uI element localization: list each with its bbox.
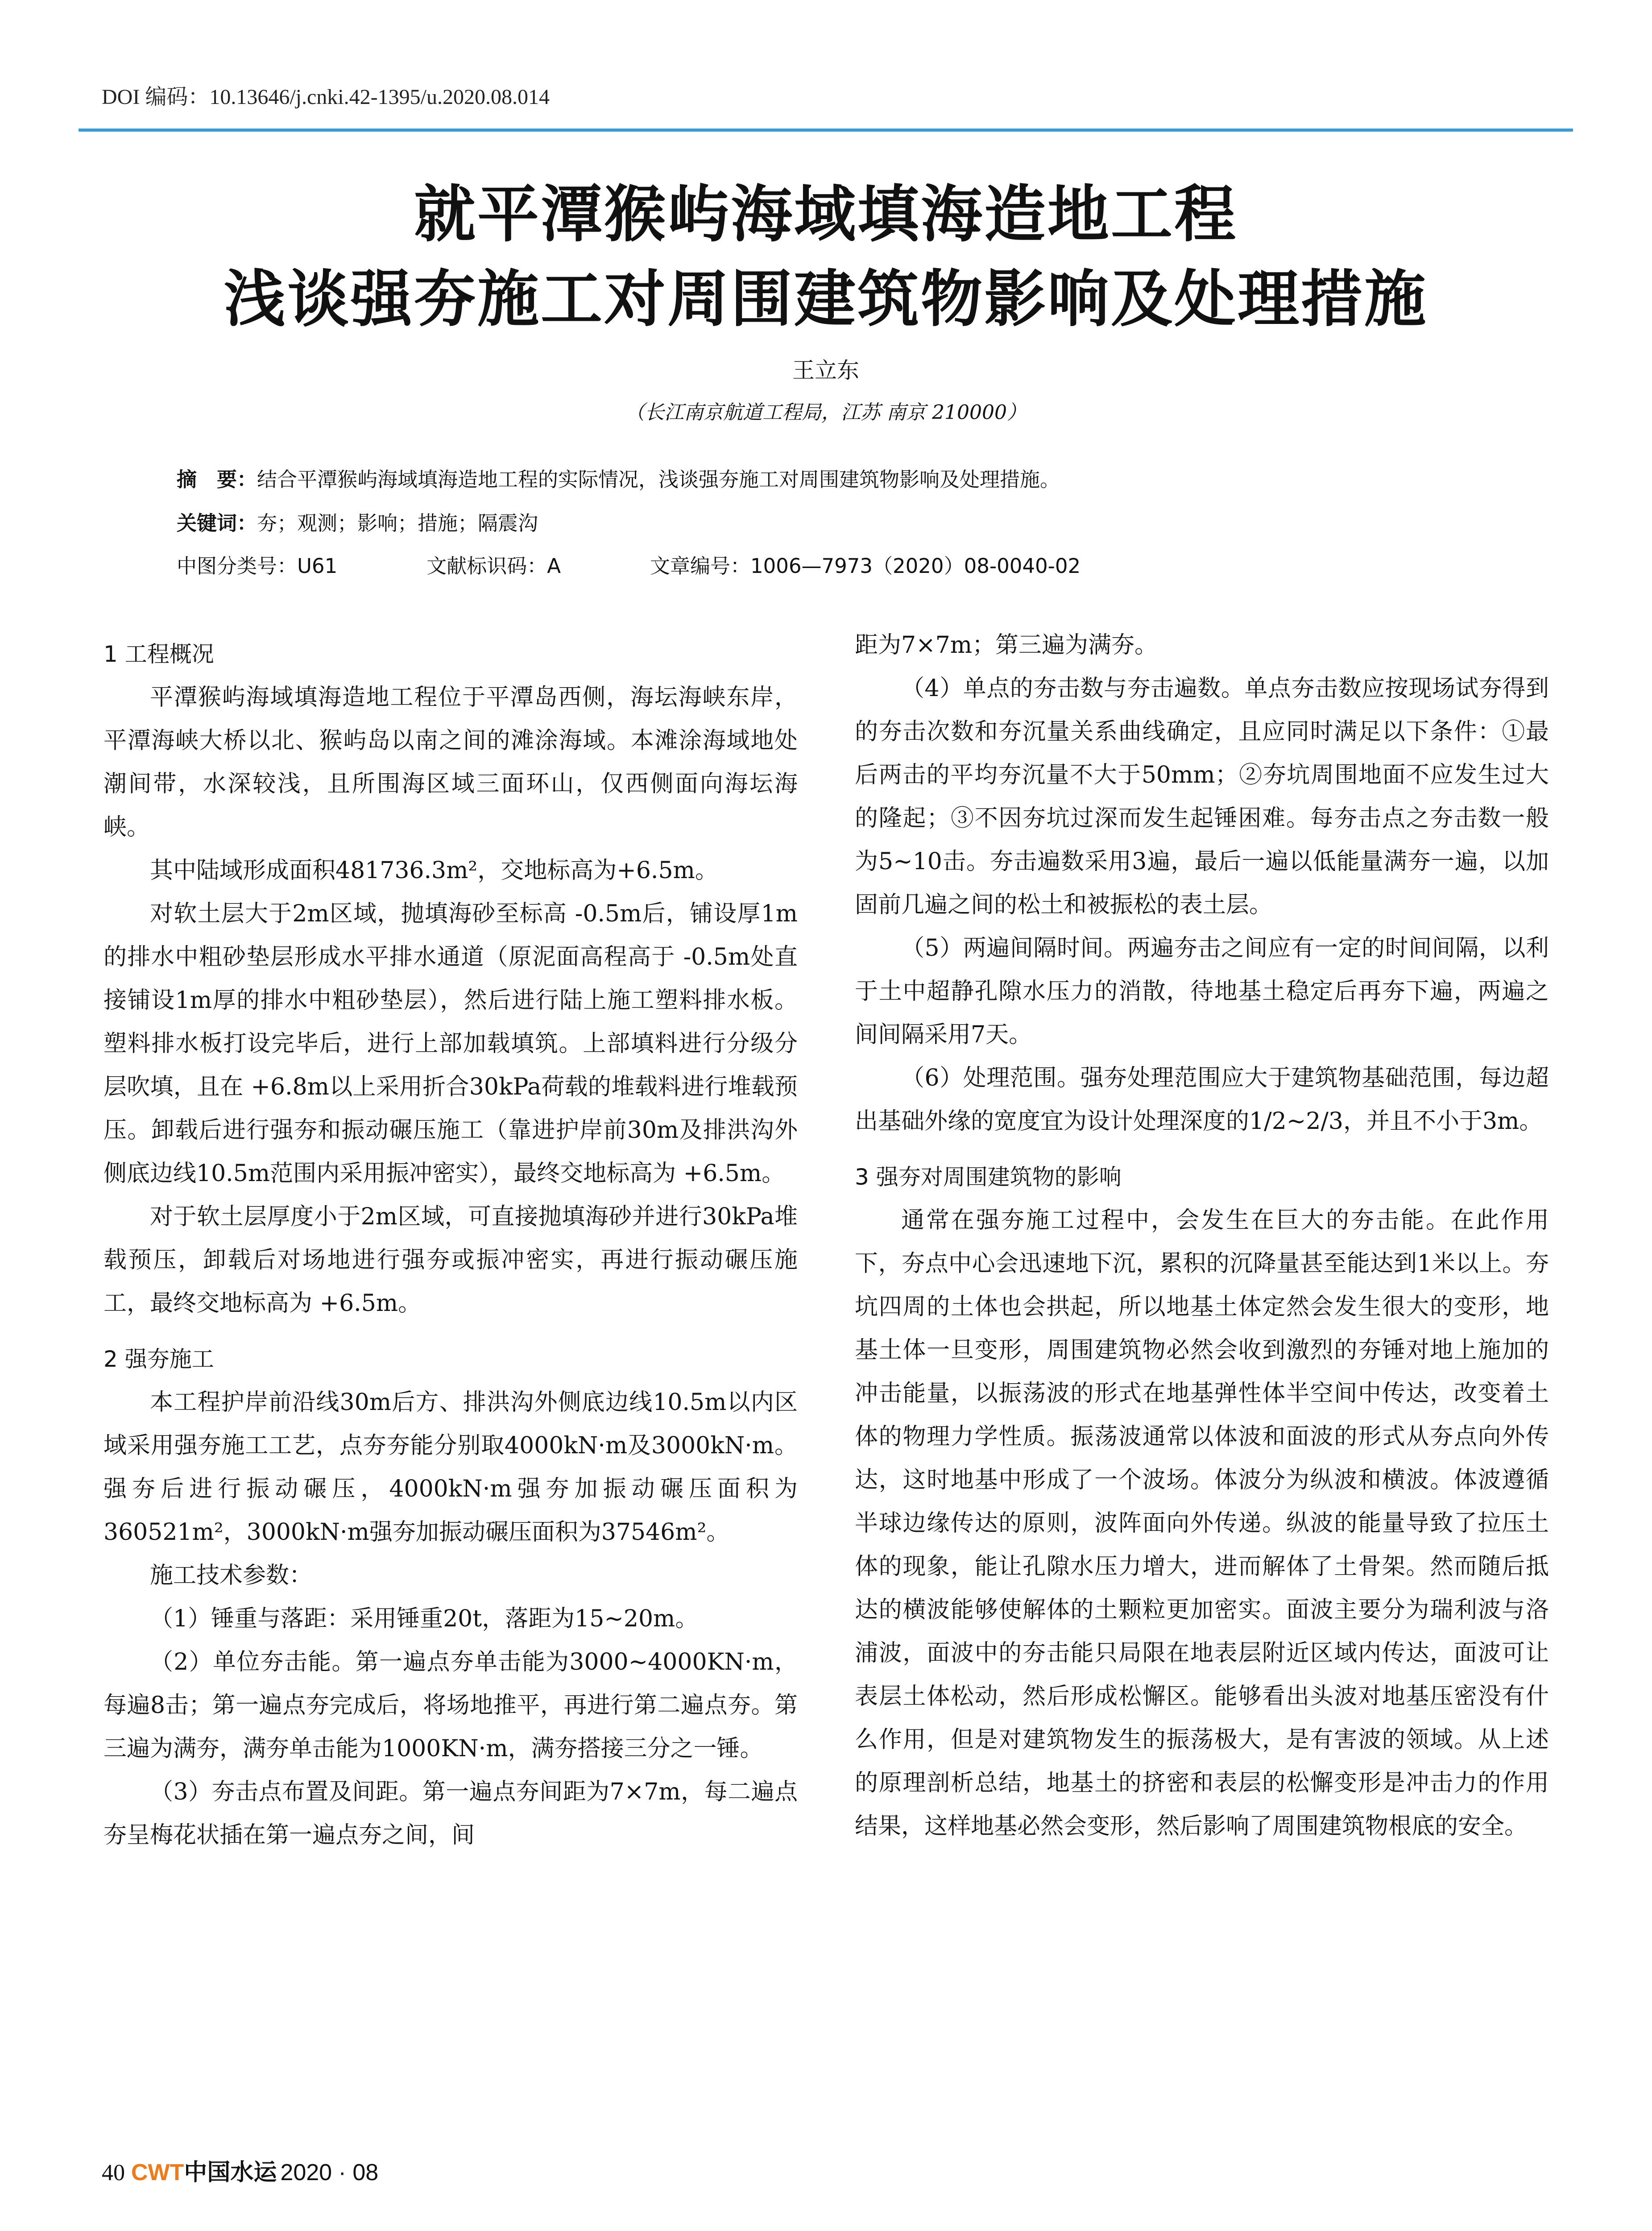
issue-date: 2020 · 08 (280, 2160, 379, 2185)
paragraph: 对软土层大于2m区域，抛填海砂至标高 -0.5m后，铺设厚1m的排水中粗砂垫层形成水平排水通道（原泥面高程高于 -0.5m处直接铺设1m厚的排水中粗砂垫层），然后进行陆上施工塑料排水板。塑料排水板打设完毕后，进行上部加载填筑。上部填料进行分级分层吹填，且在 +6.8m以上采用折合30kPa荷载的堆载料进行堆载预压。卸载后进行强夯和振动碾压施工（靠进护岸前30m及排洪沟外侧底边线10.5m范围内采用振冲密实），最终交地标高为 +6.5m。 (104, 900, 798, 1187)
paragraph: 平潭猴屿海域填海造地工程位于平潭岛西侧，海坛海峡东岸，平潭海峡大桥以北、猴屿岛以南之间的滩涂海域。本滩涂海域地处潮间带，水深较浅，且所围海区域三面环山，仅西侧面向海坛海峡。 (104, 684, 798, 841)
cwt-logo: CWT (131, 2160, 184, 2185)
left-column (104, 633, 798, 1857)
header-rule (79, 129, 1573, 132)
paragraph: （6）处理范围。强夯处理范围应大于建筑物基础范围，每边超出基础外缘的宽度宜为设计处理深度的1/2~2/3，并且不小于3m。 (855, 1065, 1549, 1135)
keywords-label: 关键词： (177, 511, 257, 535)
section-heading-1: 1 工程概况 (104, 641, 214, 667)
paragraph: （2）单位夯击能。第一遍点夯单击能为3000~4000KN·m，每遍8击；第一遍点夯完成后，将场地推平，再进行第二遍点夯。第三遍为满夯，满夯单击能为1000KN·m，满夯搭接三分之一锤。 (104, 1649, 798, 1762)
classification-line (177, 550, 1170, 579)
clc-number: 中图分类号：U61 (177, 554, 338, 578)
abstract (177, 463, 1060, 492)
paragraph: 对于软土层厚度小于2m区域，可直接抛填海砂并进行30kPa堆载预压，卸载后对场地进行强夯或振冲密实，再进行振动碾压施工，最终交地标高为 +6.5m。 (104, 1203, 798, 1317)
paragraph: （4）单点的夯击数与夯击遍数。单点夯击数应按现场试夯得到的夯击次数和夯沉量关系曲线确定，且应同时满足以下条件：①最后两击的平均夯沉量不大于50mm；②夯坑周围地面不应发生过大的隆起；③不因夯坑过深而发生起锤困难。每夯击点之夯击数一般为5~10击。夯击遍数采用3遍，最后一遍以低能量满夯一遍，以加固前几遍之间的松土和被振松的表土层。 (855, 675, 1549, 918)
affiliation: （长江南京航道工程局，江苏 南京 210000） (625, 401, 1027, 424)
title-line-1: 就平潭猴屿海域填海造地工程 (414, 178, 1238, 250)
abstract-text: 结合平潭猴屿海域填海造地工程的实际情况，浅谈强夯施工对周围建筑物影响及处理措施。 (257, 468, 1060, 491)
paragraph: 施工技术参数： (150, 1562, 313, 1589)
author-name: 王立东 (792, 357, 859, 383)
paragraph: （3）夯击点布置及间距。第一遍点夯间距为7×7m，每二遍点夯呈梅花状插在第一遍点夯之间，间 (104, 1779, 798, 1849)
page-number: 40 (102, 2160, 125, 2185)
section-heading-3: 3 强夯对周围建筑物的影响 (855, 1164, 1122, 1190)
article-number: 文章编号：1006—7973（2020）08-0040-02 (650, 554, 1081, 578)
paragraph: 本工程护岸前沿线30m后方、排洪沟外侧底边线10.5m以内区域采用强夯施工工艺，点夯夯能分别取4000kN·m及3000kN·m。强夯后进行振动碾压，4000kN·m强夯加振动碾压面积为360521m²，3000kN·m强夯加振动碾压面积为37546m²。 (104, 1389, 798, 1546)
keywords-text: 夯；观测；影响；措施；隔震沟 (257, 511, 538, 535)
paragraph: 其中陆域形成面积481736.3m²，交地标高为+6.5m。 (150, 857, 718, 884)
section-heading-2: 2 强夯施工 (104, 1346, 214, 1372)
page-footer (102, 2153, 378, 2187)
abstract-label: 摘 要： (177, 468, 257, 491)
paragraph: 距为7×7m；第三遍为满夯。 (855, 632, 1158, 659)
doi-line: DOI 编码：10.13646/j.cnki.42-1395/u.2020.08.014 (102, 85, 550, 109)
keywords (177, 507, 538, 536)
document-code: 文献标识码：A (426, 554, 561, 578)
paragraph: 通常在强夯施工过程中，会发生在巨大的夯击能。在此作用下，夯点中心会迅速地下沉，累积的沉降量甚至能达到1米以上。夯坑四周的土体也会拱起，所以地基土体定然会发生很大的变形，地基土体一旦变形，周围建筑物必然会收到激烈的夯锤对地上施加的冲击能量，以振荡波的形式在地基弹性体半空间中传达，改变着土体的物理力学性质。振荡波通常以体波和面波的形式从夯点向外传达，这时地基中形成了一个波场。体波分为纵波和横波。体波遵循半球边缘传达的原则，波阵面向外传递。纵波的能量导致了拉压土体的现象，能让孔隙水压力增大，进而解体了土骨架。然而随后抵达的横波能够使解体的土颗粒更加密实。面波主要分为瑞利波与洛浦波，面波中的夯击能只局限在地表层附近区域内传达，面波可让表层土体松动，然后形成松懈区。能够看出头波对地基压密没有什么作用，但是对建筑物发生的振荡极大，是有害波的领域。从上述的原理剖析总结，地基土的挤密和表层的松懈变形是冲击力的作用结果，这样地基必然会变形，然后影响了周围建筑物根底的安全。 (855, 1207, 1549, 1840)
paragraph: （5）两遍间隔时间。两遍夯击之间应有一定的时间间隔，以利于土中超静孔隙水压力的消散，待地基土稳定后再夯下遍，两遍之间间隔采用7天。 (855, 935, 1549, 1048)
magazine-name: 中国水运 (184, 2159, 277, 2186)
title-line-2: 浅谈强夯施工对周围建筑物影响及处理措施 (224, 262, 1428, 335)
right-column (855, 624, 1549, 1848)
paragraph: （1）锤重与落距：采用锤重20t，落距为15~20m。 (150, 1605, 699, 1632)
